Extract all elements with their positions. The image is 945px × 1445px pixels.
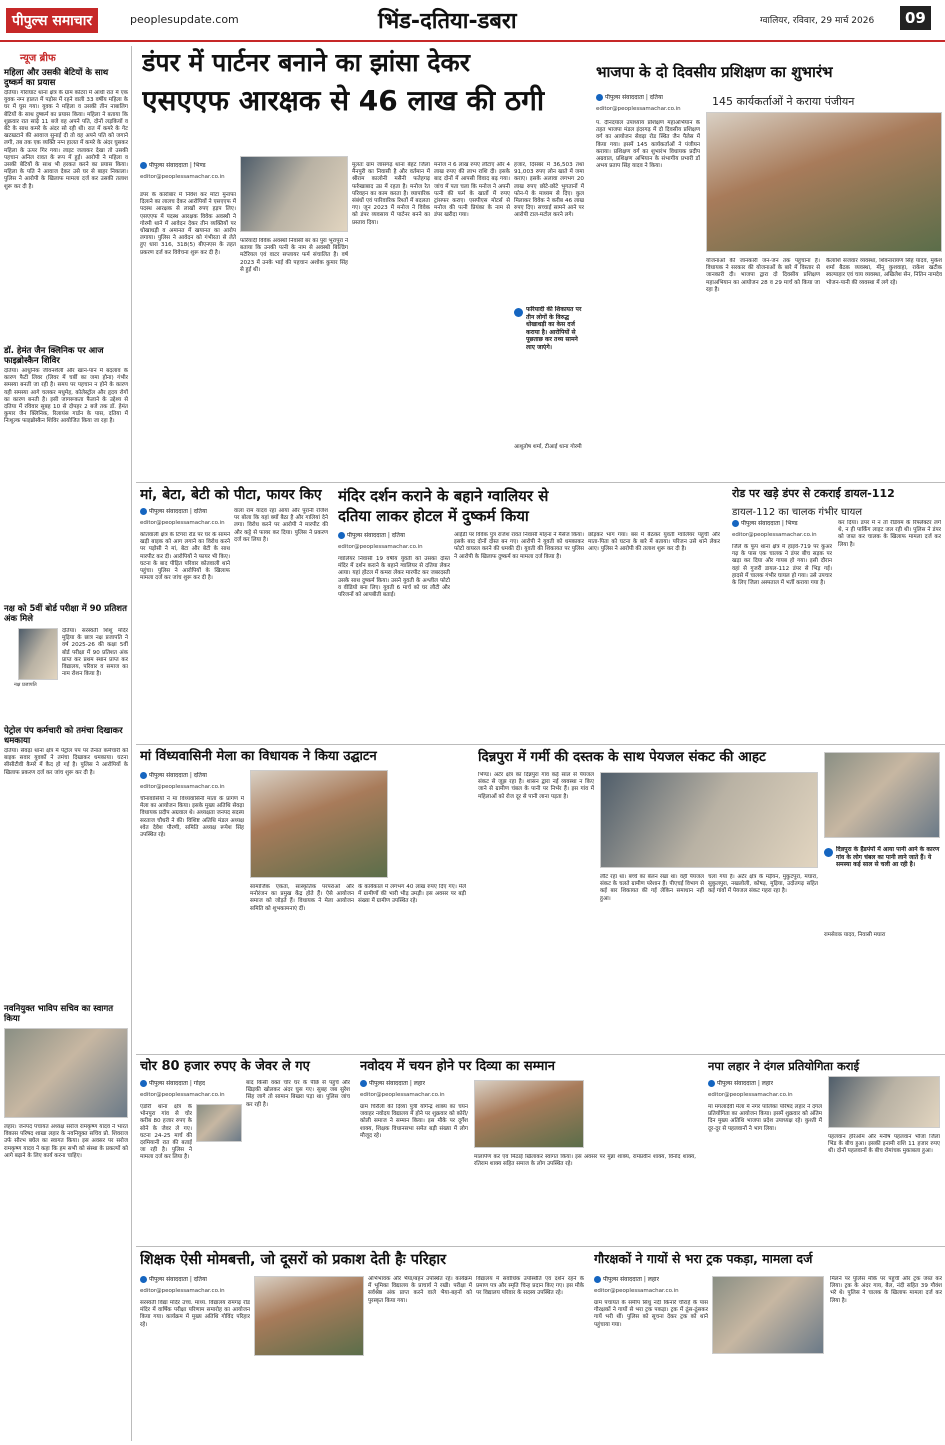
callout: दिन्नपुरा के हैंडपंपों में आया पानी आने के कारण गांव के लोग चंबल का पानी लाने जाते हैं। ये समस्या कई साल से चली आ रही है।	[836, 846, 940, 869]
wrestling-photo	[828, 1076, 940, 1128]
bjp-body: योजनाओं की जानकारी जन-जन तक पहुंचाना है। विधायक ने सरकार की योजनाओं के बारे में विस्तार से जानकारी दी। भाजपा द्वारा दो दिवसीय प्रशिक्षण महाअभियान का आयोजन 28 व 29 मार्च को किया जा रहा है।	[706, 258, 820, 293]
callout-attribution: आशुतोष शर्मा, टीआई थाना गोरमी	[514, 444, 582, 450]
byline: पीपुल्स संवाददाता | लहार	[708, 1080, 773, 1088]
lead-body: फरियादी विवेक अवस्थी निवासी बर का पुरा भूरापुरा ने बताया कि उनकी पत्नी के नाम से अवस्थी बिल्डिंग मटेरियल एवं वाटर सप्लायर फर्म संचालित है। वर्ष 2023 में उनके भाई की पहचान अशोक कुमार सिंह से हुई थी।	[240, 238, 348, 273]
brief-headline: नवनियुक्त भाविप सचिव का स्वागत किया	[4, 1004, 114, 1024]
cattle-photo	[712, 1276, 824, 1354]
story-body: के कार्यकाल में लगभग 40 लाख रुपए दिए गए। मेले में ग्रामीणों की भारी भीड़ उमड़ी। इस अवसर पर बड़ी संख्या में ग्रामीण उपस्थित रहे।	[358, 884, 466, 905]
story-body: ग्राम चिरौली की दिव्या पुत्री योगेन्द्र शाक्य का चयन जवाहर नवोदय विद्यालय में होने पर शुक्रवार को कोरी/कोली समाज ने सम्मान किया। इस मौके पर दूर्गेश शाक्य, शिक्षक विधानसभा समेत बड़ी संख्या में लोग मौजूद रहे।	[360, 1104, 468, 1139]
story-headline: नपा लहार ने दंगल प्रतियोगिता कराई	[708, 1059, 860, 1073]
story-headline-line2: दतिया लाकर होटल में दुष्कर्म किया	[338, 507, 529, 525]
bjp-subhead: 145 कार्यकर्ताओं ने कराया पंजीयन	[712, 95, 855, 108]
sidebar-label: न्यूज ब्रीफ	[20, 53, 56, 64]
story-body: कर दिया। डंपर में न तो रेडियम के रिफ्लेक्टर लगे थे, न ही पार्किंग लाइट जल रही थी। पुलिस ने डंपर को जब्त कर चालक के खिलाफ मामला दर्ज कर लिया है।	[838, 520, 941, 548]
bjp-headline: भाजपा के दो दिवसीय प्रशिक्षण का शुभारंभ	[596, 63, 833, 81]
story-body: आईडी पर विवेक पुत्र राजेश रावत निवासी मोहना ने मैसेज किया। इसके बाद दोनों दोस्त बन गए। आरोपी ने युवती को धमकाकर फोटो वायरल करने की धमकी दी। युवती की शिकायत पर पुलिस ने आरोपी के खिलाफ दुष्कर्म का मामला दर्ज किया है।	[454, 532, 584, 560]
email[interactable]: editor@peoplessamachar.co.in	[708, 1092, 793, 1098]
byline: पीपुल्स संवाददाता | गोहद	[140, 1080, 205, 1088]
story-dial	[728, 486, 945, 742]
byline: पीपुल्स संवाददाता | भिण्ड	[732, 520, 798, 528]
story-wrestling	[704, 1058, 945, 1244]
email[interactable]: editor@peoplessamachar.co.in	[732, 532, 817, 538]
water-photo-2	[824, 752, 940, 838]
dateline: ग्वालियर, रविवार, 29 मार्च 2026	[760, 16, 875, 26]
lead-headline-line2: एसएएफ आरक्षक से 46 लाख की ठगी	[142, 84, 545, 117]
lead-body: हजार, दिसंबर में 36,503 तथा 91,003 रुपए लोन खाते में जमा कराए। इसके अलावा लगभग 20 लाख रुपए छोटे-छोटे भुगतानों में फोन-पे के माध्यम से दिए। कुल मिलाकर विवेक ने करीब 46 लाख रुपए दिए। सच्चाई सामने आने पर आरोपी टाल-मटोल करने लगे।	[514, 162, 584, 219]
story-theft	[136, 1058, 352, 1244]
story-fair	[136, 748, 470, 1052]
story-headline: नवोदय में चयन होने पर दिव्या का सम्मान	[360, 1059, 555, 1074]
theft-photo	[196, 1104, 242, 1142]
email[interactable]: editor@peoplessamachar.co.in	[140, 784, 225, 790]
story-body: ग्राम पंचायत के समीप सिंधु नदी किनारे चौराहे के पास गौरक्षकों ने गायों से भरा ट्रक पकड़ा। ट्रक में ठूंस-ठूंसकर गायें भरी थीं। पुलिस को सूचना देकर ट्रक को थाने पहुंचाया गया।	[594, 1300, 708, 1328]
story-body: छोड़कर भाग गया। बस में बैठकर युवती ग्वालियर पहुंची और माता-पिता को घटना के बारे में बताया। परिजन उसे थाने लेकर आए। पुलिस ने आरोपी की तलाश शुरू कर दी है।	[588, 532, 720, 553]
dumper-photo	[240, 156, 348, 232]
sidebar	[0, 46, 132, 1441]
story-water	[474, 748, 945, 1052]
brief-body: दतिया। सरस्वती शिशु मंदिर मुड़िया के छात्र नक्ष प्रजापति ने वर्ष 2025-26 की कक्षा 5वीं बोर्ड परीक्षा में 90 प्रतिशत अंक प्राप्त कर प्रथम स्थान प्राप्त कर विद्यालय, परिवार व समाज का नाम रोशन किया है।	[62, 628, 128, 678]
brief-headline: डॉ. हेमंत जैन क्लिनिक पर आज फाइब्रोस्कैन शिविर	[4, 346, 104, 366]
email[interactable]: editor@peoplessamachar.co.in	[140, 1092, 225, 1098]
byline: पीपुल्स संवाददाता | लहार	[594, 1276, 659, 1284]
email[interactable]: editor@peoplessamachar.co.in	[140, 520, 225, 526]
lead-body: डंपर के कारोबार में निवेश कर मोटा मुनाफा दिलाने का लालच देकर आरोपियों ने एसएएफ में पदस्थ आरक्षक से लाखों रुपए हड़प लिए। एसएएफ में पदस्थ आरक्षक विवेक अवस्थी ने गोरमी थाने में आवेदन देकर तीन व्यक्तियों पर धोखाधड़ी व अमानत में खयानत का आरोप लगाया। पुलिस ने आवेदन को गंभीरता से लेते हुए धारा 316, 318(5) बीएनएस के तहत प्रकरण दर्ज कर विवेचना शुरू कर दी है।	[140, 192, 236, 256]
story-body: सरस्वती विद्या मंदिर उच्च. माध्य. विद्यालय रामगढ़ रोड मंदिर में वार्षिक परीक्षा परिणाम समारोह का आयोजन किया गया। कार्यक्रम में मुख्य अतिथि गोविंद परिहार रहे।	[140, 1300, 250, 1328]
story-headline: रोड पर खड़े डंपर से टकराई डायल-112	[732, 487, 895, 500]
byline: पीपुल्स संवाददाता | दतिया	[140, 1276, 207, 1284]
story-navodaya	[356, 1058, 700, 1244]
lead-body: मनोज ने 6 लाख रुपए लौटाए और 4 लाख रुपए की लाभ राशि दी। इसके बाद दोनों में आपसी विवाद बढ़ गया। जांच में पता चला कि मनोज ने अपनी पत्नी की फर्म के खातों में रुपए ट्रांसफर कराए। एसपीएस मोटर्स से मनोज की पत्नी प्रियंका के नाम से डंपर खरीदा गया।	[434, 162, 510, 219]
byline: पीपुल्स संवाददाता | दतिया	[596, 94, 663, 102]
story-headline: दिन्नपुरा में गर्मी की दस्तक के साथ पेयजल संकट की आहट	[478, 749, 766, 765]
water-photo	[600, 772, 818, 868]
lead-body: मूलतः ग्राम जासगढ़ थाना बेहट जिला मैनपुरी का निवासी है और वर्तमान में श्रीराम कालोनी मसैनी फतेहगढ़ फर्रुखाबाद उप्र में रहता है। मनोज रेत परिवहन का काम करता है। व्यापारिक संबंधों एवं पारिवारिक रिश्तों में बदलता गए। जून 2023 में मनोज ने विवेक को डंपर व्यवसाय में पार्टनर बनने का प्रस्ताव दिया।	[352, 162, 430, 226]
bjp-body: पं. दीनदयाल उपाध्याय प्रशिक्षण महाअभियान के तहत भाजपा मंडल इंदरगढ़ में दो दिवसीय प्रशिक्षण वर्ग का आयोजन सेवढ़ा रोड स्थित जैन पैलेस में किया गया। इसमें 145 कार्यकर्ताओं ने पंजीयन कराया। प्रशिक्षण वर्ग का शुभारंभ विधायक प्रदीप अग्रवाल, प्रशिक्षण अभियान के संभागीय प्रभारी डॉ अभय प्रताप सिंह यादव ने किया।	[596, 120, 700, 170]
story-body: मिलने पर पुलिस मौके पर पहुंची और ट्रक जब्त कर लिया। ट्रक के अंदर गाय, बैल, नंदी सहित 39 गौवंश भरे थे। पुलिस ने चालक के खिलाफ मामला दर्ज कर लिया है।	[830, 1276, 942, 1304]
story-body: कोतवाली क्षेत्र के टिगरा रोड पर घर के सामने खड़ी बाइक को आग लगाने का विरोध करने पर पड़ोसी ने मां, बेटा और बेटी के साथ मारपीट कर दी। आरोपियों ने फायर भी किए। घटना के बाद पीड़ित परिवार कोतवाली थाने पहुंचा। पुलिस ने आरोपियों के खिलाफ मामला दर्ज कर जांच शुरू कर दी है।	[140, 532, 230, 582]
story-body: चौनावासियों ने मां विंध्यवासिनी माता के प्रांगण में मेला का आयोजन किया। इसके मुख्य अतिथि सेवढ़ा विधायक प्रदीप अग्रवाल थे। अध्यक्षता जनपद सदस्य सरताज चौधरी ने की। विशिष्ट अतिथि मंडल अध्यक्ष श्वेत देवेश पौरणी, समिति अध्यक्ष रूपेश सिंह उपस्थित रहे।	[140, 796, 244, 839]
brief-body: लहार। जनपद पंचायत अध्यक्ष सरोज रामकृष्ण यादव ने भारत विकास परिषद शाखा लहार के नवनियुक्त सचिव प्रो. शिवराज उर्फ सौरभ बघेल का स्वागत किया। इस अवसर पर सरोज रामकृष्ण यादव ने कहा कि हम सभी को संस्था के प्रकल्पों को आगे बढ़ाने के लिए कार्य करना चाहिए।	[4, 1124, 128, 1159]
byline: पीपुल्स संवाददाता | भिण्ड	[140, 162, 206, 170]
bjp-photo	[706, 112, 942, 252]
email[interactable]: editor@peoplessamachar.co.in	[594, 1288, 679, 1294]
story-cattle	[590, 1250, 945, 1441]
student-name: नक्ष प्रजापति	[14, 682, 37, 688]
quote-icon	[824, 848, 833, 857]
quote-icon	[514, 308, 523, 317]
story-body: लौट रहा था। बच्चे का बेलन रखा था। वहीं पेयजल संकट के चलते ग्रामीण परेशान हैं। पीएचई विभाग से कई बार शिकायत की गई लेकिन समाधान नहीं हुआ।	[600, 874, 704, 902]
story-body: जिले के फूप थाना क्षेत्र में हाइवे-719 पर कुंअर गढ़ के पास एक चालक ने डंपर बीच सड़क पर खड़ा कर दिया और गायब हो गया। इसी दौरान वहां से गुजरी डायल-112 डंपर से भिड़ गई। हादसे में चालक गंभीर घायल हो गया। उसे उपचार के लिए जिला अस्पताल में भर्ती कराया गया है।	[732, 544, 832, 587]
brief-headline: महिला और उसकी बेटियों के साथ दुष्कर्म का प्रयास	[4, 68, 109, 88]
callout-attribution: रामसेवक यादव, निवासी मघारा	[824, 932, 886, 938]
lead-headline-line1: डंपर में पार्टनर बनाने का झांसा देकर	[142, 48, 470, 77]
student-photo	[18, 628, 58, 680]
story-body: अभिभावक और भैया/बहन उपस्थित रहे। कार्यक्रम में भूमिका विद्यालय के प्राचार्य ने रखी। परीक्षा में सर्वश्रेष्ठ अंक प्राप्त करने वाले भैया-बहनों को पुरस्कृत किया गया।	[368, 1276, 472, 1304]
fair-photo	[250, 770, 388, 878]
callout: फरियादी की शिकायत पर तीन लोगों के विरुद्ध धोखाधड़ी का केस दर्ज कराया है। आरोपियों से पूछताछ कर तथ्य सामने लाए जाएंगे।	[526, 306, 582, 351]
brief-photo	[4, 1028, 128, 1118]
masthead	[0, 0, 945, 42]
brief-headline: नक्ष को 5वीं बोर्ड परीक्षा में 90 प्रतिशत अंक मिले	[4, 604, 127, 624]
bjp-story	[592, 60, 945, 480]
brief-headline: पेट्रोल पंप कर्मचारी को तमंचा दिखाकर धमकाया	[4, 726, 123, 746]
story-body: चला गया है। अटेर क्षेत्र के मड़ैयन, मुकुटपुरा, मघारा, सुकुलपुरा, नखलोली, कोषड़, मुड़िया, उदोतगढ़ सहित कई गांवों में पेयजल संकट गहरा रहा है।	[708, 874, 818, 895]
navodaya-photo	[474, 1080, 584, 1148]
story-body: मां मंगलादेवी मेला में नगर पालिका परिषद लहार ने दंगल प्रतियोगिता का आयोजन किया। इसमें शुक्रवार को अंतिम दिन मुख्य अतिथि भाजपा प्रदेश उपाध्यक्ष रहे। कुश्ती में दूर-दूर से पहलवानों ने भाग लिया।	[708, 1104, 822, 1132]
story-mother	[136, 486, 330, 742]
story-headline: मां विंध्यवासिनी मेला का विधायक ने किया उद्घाटन	[140, 749, 377, 764]
brand-logo: पीपुल्स समाचार	[6, 8, 98, 33]
email[interactable]: editor@peoplessamachar.co.in	[360, 1092, 445, 1098]
brief-body: दतिया। सेवढ़ा थाना क्षेत्र में पेट्रोल पंप पर तैनात कर्मचारी को बाइक सवार युवकों ने तमंचा दिखाकर धमकाया। घटना सीसीटीवी कैमरे में कैद हो गई है। पुलिस ने आरोपियों के खिलाफ प्रकरण दर्ज कर जांच शुरू कर दी है।	[4, 748, 128, 776]
story-body: सामाजिक एकता, सांस्कृतिक परंपराओं और मनोरंजन का प्रमुख केंद्र होते हैं। ऐसे आयोजन समाज को जोड़ते हैं। विधायक ने मेला आयोजन समिति को शुभकामनाएं दीं।	[250, 884, 354, 912]
story-body: एंडोरी थाना क्षेत्र के भोनपुरा गांव से चोर करीब 80 हजार रुपए के सोने के जेवर ले गए। घटना 24-25 मार्च की दरमियानी रात की बताई जा रही है। पुलिस ने मामला दर्ज कर लिया है।	[140, 1104, 192, 1161]
brief-body: दतिया। आधुनिक जीवनशैली और खान-पान में बदलाव के कारण फैटी लिवर (लिवर में चर्बी का जमा होना) गंभीर समस्या बनती जा रही है। समय पर पहचान न होने के कारण यही समस्या आगे चलकर मधुमेह, कोलेस्ट्रॉल और हृदय रोगों का कारण बनती है। इसी जागरूकता फैलाने के उद्देश्य से दतिया में रविवार सुबह 10 से दोपहर 2 बजे तक डॉ. हेमंत कुमार जैन क्लिनिक, रिलायंस गार्डन के पास, दतिया में निःशुल्क फाइब्रोस्कैन शिविर आयोजित किया जा रहा है।	[4, 368, 128, 425]
story-body: वाला राम यादव रहां आया और पुरानी रंजिश पर बोला कि यहां क्यों बैठा है और गालियां देने लगा। विरोध करने पर आरोपी ने मारपीट की और कट्टे से फायर कर दिया। पुलिस ने प्रकरण दर्ज कर लिया है।	[234, 508, 328, 543]
website[interactable]: peoplesupdate.com	[130, 13, 239, 26]
lead-story	[136, 46, 588, 480]
email[interactable]: editor@peoplessamachar.co.in	[140, 1288, 225, 1294]
story-headline: मां, बेटा, बेटी को पीटा, फायर किए	[140, 487, 322, 503]
story-body: मालार्पण कर एवं मिठाई खिलाकर स्वागत किया। इस अवसर पर मुन्ना शाक्य, रामप्रवीन शाक्य, विनोद शाक्य, रतिराम शाक्य सहित समाज के लोग उपस्थित रहे।	[474, 1154, 696, 1168]
email[interactable]: editor@peoplessamachar.co.in	[140, 174, 225, 180]
story-body: बाद किसी वक्त चोर घर के पीछे से पहुंचे और खिड़की खोलकर अंदर घुस गए। सुबह जब सुरेश सिंह जागे तो सामान बिखरा पड़ा था। पुलिस जांच कर रही है।	[246, 1080, 350, 1108]
byline: पीपुल्स संवाददाता | दतिया	[140, 508, 207, 516]
brief-body: दतिया। गोराघाट थाना क्षेत्र के ग्राम कोटरा में आधी रात में एक युवक नग्न हालत में पड़ोस में रहने वाली 33 वर्षीय महिला के घर में घुस गया। युवक ने महिला व उसकी तीन नाबालिग बेटियों के साथ दुष्कर्म का प्रयास किया। महिला ने बताया कि शुक्रवार रात साढ़े 11 बजे वह अपने पति, दोनों लड़कियों व बेटे के साथ कमरे के अंदर सो रही थी। रात में कमरे के गेट खटखटाने की आवाज सुनाई दी तो वह अपने पति को जगाने लगी, तब तक एक व्यक्ति नग्न हालत में कमरे के अंदर घुसकर महिला के ऊपर गिर गया। लाइट जलाकर देखा तो उसकी पहचान अनिल रावत के रूप में हुई। आरोपी ने महिला व उसकी बेटियों के साथ भी हरकत करने का प्रयास किया। महिला के पति ने आवाज देकर उसे घर से बाहर निकाला। पुलिस ने आरोपी के खिलाफ मामला दर्ज कर उसकी तलाश शुरू कर दी है।	[4, 90, 128, 190]
story-temple	[334, 486, 724, 742]
story-candle	[136, 1250, 586, 1441]
section-title: भिंड-दतिया-डबरा	[378, 9, 517, 34]
story-body: विद्यालय में सर्वाधिक उपस्थिति एवं दर्शन रहने के प्रमाण पत्र और स्मृति चिन्ह प्रदान किए गए। इस मौके पर विद्यालय परिवार के सदस्य उपस्थित रहे।	[476, 1276, 584, 1297]
byline: पीपुल्स संवाददाता | दतिया	[140, 772, 207, 780]
byline: पीपुल्स संवाददाता | दतिया	[338, 532, 405, 540]
story-headline: शिक्षक ऐसी मोमबत्ती, जो दूसरों को प्रकाश देती हैः परिहार	[140, 1252, 447, 1268]
byline: पीपुल्स संवाददाता | लहार	[360, 1080, 425, 1088]
candle-photo	[254, 1276, 364, 1356]
story-body: पहलवान हरिओम और मनीष पहलवान भौजा जिला भिंड के बीच हुआ। इसकी इनामी राशि 11 हजार रुपए थी। दोनों पहलवानों के बीच रोमांचक मुकाबला हुआ।	[828, 1134, 940, 1155]
story-headline-line1: मंदिर दर्शन कराने के बहाने ग्वालियर से	[338, 487, 549, 505]
story-headline: गौरक्षकों ने गायों से भरा ट्रक पकड़ा, मामला दर्ज	[594, 1251, 813, 1266]
story-subhead: डायल-112 का चालक गंभीर घायल	[732, 507, 863, 518]
story-body: ग्वालियर निवासी 19 वर्षीय युवती को उसका दोस्त मंदिर में दर्शन कराने के बहाने ग्वालियर से दतिया लेकर आया। यहां होटल में कमरा लेकर मारपीट कर जबरदस्ती उसके साथ दुष्कर्म किया। उसने युवती के अश्लील फोटो व वीडियो बना लिए। युवती 6 मार्च को घर लौटी और परिजनों को आपबीती बताई।	[338, 556, 450, 599]
email[interactable]: editor@peoplessamachar.co.in	[596, 106, 681, 112]
story-body: भिण्ड। अटेर क्षेत्र का दिन्नपुरा गांव कई साल से पेयजल संकट से जूझ रहा है। शासन द्वारा नई व्यवस्था न किए जाने से ग्रामीण चंबल के पानी पर निर्भर हैं। इस गांव में महिलाओं को रोज दूर से पानी लाना पड़ता है।	[478, 772, 594, 800]
bjp-body: कैलाशि सजवार व्यवस्था, शिवनारायण सिंह यादव, मुकेश शर्मा बैठक व्यवस्था, मीनू कुशवाहा, राकेश खटीक स्वल्पाहार एवं चाय व्यवस्था, अखिलेश सेन, नितिन नामदेव भोजन-पानी की व्यवस्था में लगे रहे।	[826, 258, 942, 286]
email[interactable]: editor@peoplessamachar.co.in	[338, 544, 423, 550]
page-number: 09	[900, 6, 931, 30]
story-headline: चोर 80 हजार रुपए के जेवर ले गए	[140, 1059, 310, 1074]
